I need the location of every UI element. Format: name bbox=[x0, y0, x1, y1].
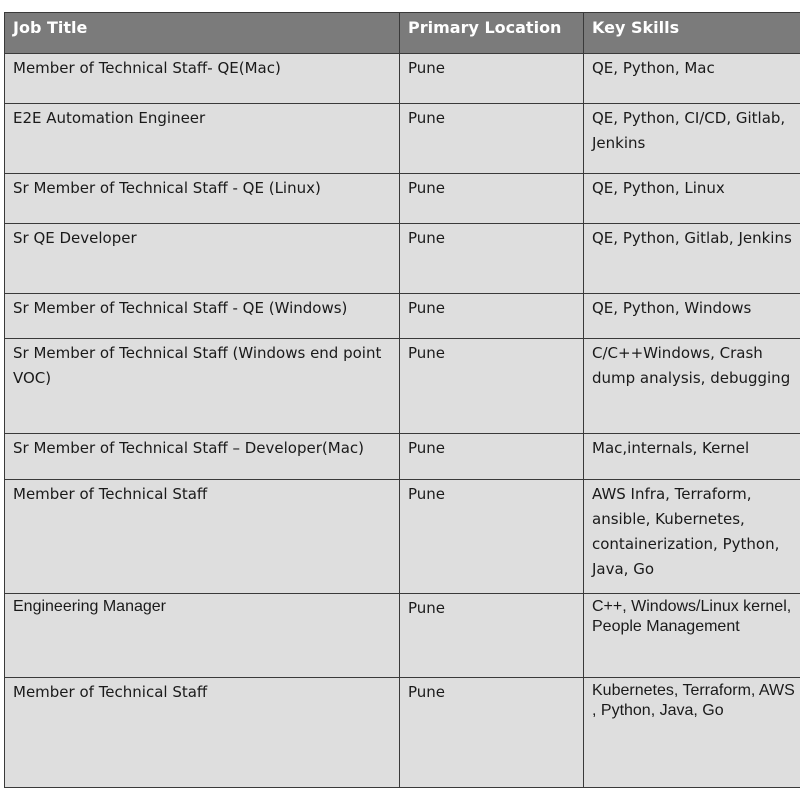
skills-cell: QE, Python, Mac bbox=[584, 54, 800, 104]
location-cell: Pune bbox=[400, 294, 584, 339]
job-title-cell: Sr Member of Technical Staff – Developer(Mac) bbox=[5, 434, 400, 480]
job-title-cell: Member of Technical Staff bbox=[5, 480, 400, 594]
table-row bbox=[5, 294, 800, 339]
table-row bbox=[5, 104, 800, 174]
skills-cell: QE, Python, Linux bbox=[584, 174, 800, 224]
skills-cell: Mac,internals, Kernel bbox=[584, 434, 800, 480]
job-title-cell: Sr Member of Technical Staff - QE (Linux) bbox=[5, 174, 400, 224]
skills-cell: QE, Python, CI/CD, Gitlab, Jenkins bbox=[584, 104, 800, 174]
table-row bbox=[5, 224, 800, 294]
header-key-skills: Key Skills bbox=[584, 13, 800, 54]
job-title-cell: Sr Member of Technical Staff (Windows end point VOC) bbox=[5, 339, 400, 434]
location-cell: Pune bbox=[400, 434, 584, 480]
table-row bbox=[5, 54, 800, 104]
location-cell: Pune bbox=[400, 480, 584, 594]
location-cell: Pune bbox=[400, 224, 584, 294]
location-cell: Pune bbox=[400, 594, 584, 678]
skills-cell: QE, Python, Windows bbox=[584, 294, 800, 339]
job-openings-table bbox=[4, 12, 800, 788]
table-row bbox=[5, 678, 800, 788]
job-title-cell: Sr QE Developer bbox=[5, 224, 400, 294]
job-title-cell: E2E Automation Engineer bbox=[5, 104, 400, 174]
location-cell: Pune bbox=[400, 54, 584, 104]
table-row bbox=[5, 594, 800, 678]
job-title-cell: Sr Member of Technical Staff - QE (Windows) bbox=[5, 294, 400, 339]
job-title-cell: Engineering Manager bbox=[5, 594, 400, 678]
location-cell: Pune bbox=[400, 104, 584, 174]
job-title-cell: Member of Technical Staff- QE(Mac) bbox=[5, 54, 400, 104]
job-title-cell: Member of Technical Staff bbox=[5, 678, 400, 788]
table-row bbox=[5, 434, 800, 480]
header-job-title: Job Title bbox=[5, 13, 400, 54]
table-row bbox=[5, 480, 800, 594]
table-row bbox=[5, 339, 800, 434]
skills-cell: Kubernetes, Terraform, AWS , Python, Java, Go bbox=[584, 678, 800, 788]
skills-cell: C/C++Windows, Crash dump analysis, debugging bbox=[584, 339, 800, 434]
table-header-row bbox=[5, 13, 800, 54]
header-primary-location: Primary Location bbox=[400, 13, 584, 54]
skills-cell: QE, Python, Gitlab, Jenkins bbox=[584, 224, 800, 294]
location-cell: Pune bbox=[400, 678, 584, 788]
skills-cell: C++, Windows/Linux kernel, People Management bbox=[584, 594, 800, 678]
table-row bbox=[5, 174, 800, 224]
location-cell: Pune bbox=[400, 339, 584, 434]
skills-cell: AWS Infra, Terraform, ansible, Kubernetes, containerization, Python, Java, Go bbox=[584, 480, 800, 594]
job-openings-table-container bbox=[4, 12, 800, 796]
location-cell: Pune bbox=[400, 174, 584, 224]
